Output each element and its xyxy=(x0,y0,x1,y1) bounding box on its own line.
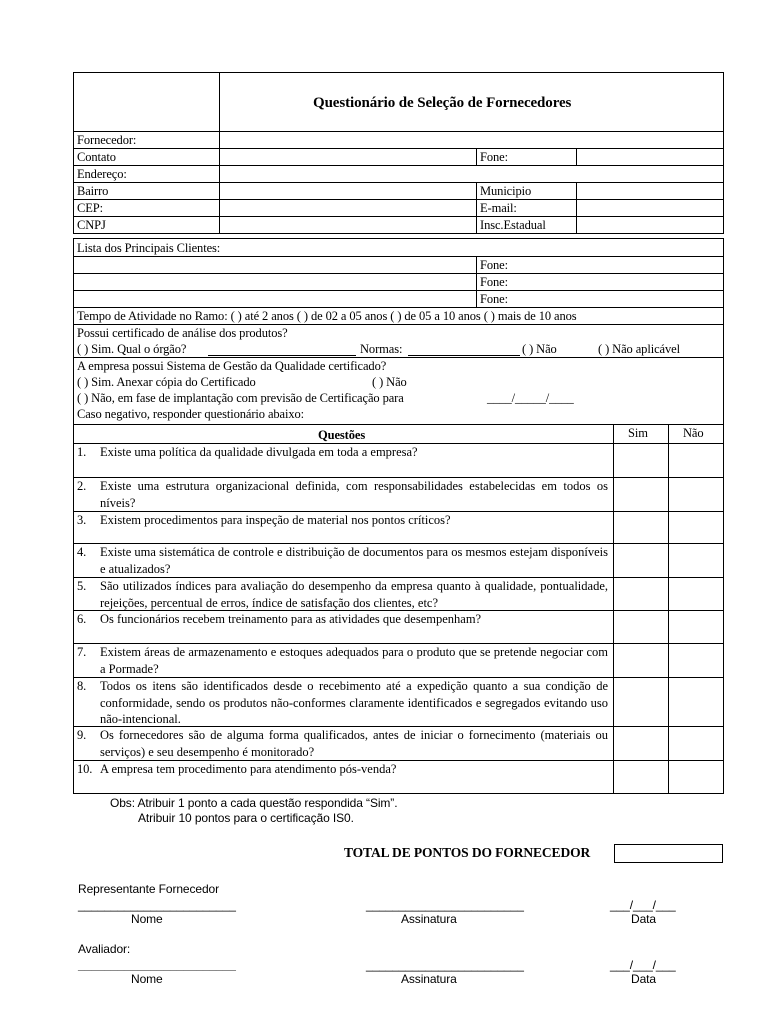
answer-sim-cell[interactable] xyxy=(614,644,667,677)
sgq-date-blank[interactable]: ____/_____/____ xyxy=(487,391,574,405)
fone-field[interactable] xyxy=(578,149,722,164)
question-row xyxy=(75,578,611,610)
answer-sim-cell[interactable] xyxy=(614,512,667,543)
question-number: 10. xyxy=(77,762,93,776)
question-row xyxy=(75,644,611,677)
normas-blank[interactable] xyxy=(408,355,520,356)
answer-sim-cell[interactable] xyxy=(614,678,667,726)
label-insc-estadual: Insc.Estadual xyxy=(480,218,546,232)
question-text: Existem procedimentos para inspeção de material nos pontos críticos? xyxy=(100,513,451,527)
avaliador-assinatura-caption: Assinatura xyxy=(401,972,457,986)
label-endereco: Endereço: xyxy=(77,167,127,181)
question-row xyxy=(75,478,611,511)
normas-label: Normas: xyxy=(360,342,403,356)
fornecedor-field[interactable] xyxy=(221,132,722,147)
avaliador-data-line[interactable]: ___/___/___ xyxy=(610,958,676,972)
clients-label: Lista dos Principais Clientes: xyxy=(77,241,221,255)
question-row xyxy=(75,678,611,726)
avaliador-assinatura-line[interactable]: ________________________ xyxy=(366,958,524,972)
question-row xyxy=(75,544,611,577)
question-number: 4. xyxy=(77,545,87,559)
questions-header: Questões xyxy=(318,428,366,442)
activity-time-options[interactable]: Tempo de Atividade no Ramo: ( ) até 2 anos ( ) de 02 a 05 anos ( ) de 05 a 10 anos ( ) mais de 10 anos xyxy=(77,309,577,323)
answer-sim-cell[interactable] xyxy=(614,544,667,577)
cert-analysis-nao-option[interactable]: ( ) Não xyxy=(522,342,557,356)
label-municipio: Municipio xyxy=(480,184,532,198)
client-2-field[interactable] xyxy=(75,274,474,289)
question-row xyxy=(75,611,611,643)
representante-nome-caption: Nome xyxy=(131,912,163,926)
sim-column-header: Sim xyxy=(628,426,648,440)
question-text: Os fornecedores são de alguma forma qualificados, antes de iniciar o fornecimento (materiais ou serviços) e seu desempenho é monitorado? xyxy=(100,728,608,759)
contato-field[interactable] xyxy=(221,149,474,164)
sgq-nao-option[interactable]: ( ) Não xyxy=(372,375,407,389)
answer-nao-cell[interactable] xyxy=(669,761,723,793)
representante-assinatura-caption: Assinatura xyxy=(401,912,457,926)
avaliador-nome-caption: Nome xyxy=(131,972,163,986)
client-2-fone-label: Fone: xyxy=(480,275,508,289)
nao-column-header: Não xyxy=(683,426,704,440)
question-text: Existe uma política da qualidade divulgada em toda a empresa? xyxy=(100,445,418,459)
total-points-field[interactable] xyxy=(614,844,723,863)
question-text: São utilizados índices para avaliação do desempenho da empresa quanto à qualidade, pontualidade, rejeições, percentual de erros, índice de satisfação dos clientes, etc? xyxy=(100,579,608,610)
question-number: 1. xyxy=(77,445,87,459)
question-row xyxy=(75,444,611,477)
sgq-implantacao-option[interactable]: ( ) Não, em fase de implantação com previsão de Certificação para xyxy=(77,391,404,405)
cep-field[interactable] xyxy=(221,200,474,215)
form-title: Questionário de Seleção de Fornecedores xyxy=(313,95,572,111)
question-text: Todos os itens são identificados desde o recebimento até a expedição quanto a sua condição de conformidade, sendo os produtos não-conformes claramente identificados e segregados evitando uso não-intencional. xyxy=(100,679,608,726)
email-field[interactable] xyxy=(578,200,722,215)
client-1-fone-label: Fone: xyxy=(480,258,508,272)
question-text: Existem áreas de armazenamento e estoques adequados para o produto que se pretende negociar com a Pormade? xyxy=(100,645,608,676)
answer-nao-cell[interactable] xyxy=(669,644,723,677)
representante-data-caption: Data xyxy=(631,912,656,926)
question-text: Existe uma estrutura organizacional definida, com responsabilidades estabelecidas em todos os níveis? xyxy=(100,479,608,510)
sgq-question: A empresa possui Sistema de Gestão da Qualidade certificado? xyxy=(77,359,387,373)
question-number: 5. xyxy=(77,579,87,593)
insc-estadual-field[interactable] xyxy=(578,217,722,232)
avaliador-label: Avaliador: xyxy=(78,942,131,956)
label-bairro: Bairro xyxy=(77,184,109,198)
answer-sim-cell[interactable] xyxy=(614,478,667,511)
avaliador-nome-line[interactable]: ________________________ xyxy=(78,958,236,972)
label-cep: CEP: xyxy=(77,201,103,215)
question-number: 7. xyxy=(77,645,87,659)
answer-sim-cell[interactable] xyxy=(614,611,667,643)
client-3-fone-label: Fone: xyxy=(480,292,508,306)
representante-data-line[interactable]: ___/___/___ xyxy=(610,898,676,912)
sgq-instruction: Caso negativo, responder questionário abaixo: xyxy=(77,407,305,421)
obs-line-1: Obs: Atribuir 1 ponto a cada questão respondida “Sim”. xyxy=(110,796,398,810)
label-fornecedor: Fornecedor: xyxy=(77,133,137,147)
representante-nome-line[interactable]: ________________________ xyxy=(78,898,236,912)
question-text: Os funcionários recebem treinamento para as atividades que desempenham? xyxy=(100,612,482,626)
representante-label: Representante Fornecedor xyxy=(78,882,220,896)
question-number: 3. xyxy=(77,513,87,527)
client-1-field[interactable] xyxy=(75,257,474,272)
representante-assinatura-line[interactable]: ________________________ xyxy=(366,898,524,912)
cert-analysis-question: Possui certificado de análise dos produtos? xyxy=(77,326,288,340)
question-row xyxy=(75,761,611,793)
answer-nao-cell[interactable] xyxy=(669,611,723,643)
question-number: 6. xyxy=(77,612,87,626)
label-cnpj: CNPJ xyxy=(77,218,106,232)
municipio-field[interactable] xyxy=(578,183,722,198)
header-logo-divider xyxy=(219,72,220,132)
question-number: 2. xyxy=(77,479,87,493)
answer-nao-cell[interactable] xyxy=(669,727,723,760)
question-row xyxy=(75,512,611,543)
answer-nao-cell[interactable] xyxy=(669,512,723,543)
question-text: A empresa tem procedimento para atendimento pós-venda? xyxy=(100,762,397,776)
answer-sim-cell[interactable] xyxy=(614,727,667,760)
answer-nao-cell[interactable] xyxy=(669,478,723,511)
answer-nao-cell[interactable] xyxy=(669,544,723,577)
obs-line-2: Atribuir 10 pontos para o certificação IS0. xyxy=(138,811,354,825)
label-email: E-mail: xyxy=(480,201,517,215)
cert-analysis-sim-option[interactable]: ( ) Sim. Qual o órgão? xyxy=(77,342,187,356)
question-number: 9. xyxy=(77,728,87,742)
endereco-field[interactable] xyxy=(221,166,722,181)
question-text: Existe uma sistemática de controle e distribuição de documentos para os mesmos estejam disponíveis e atualizados? xyxy=(100,545,608,576)
answer-sim-cell[interactable] xyxy=(614,444,667,477)
question-row xyxy=(75,727,611,760)
question-number: 8. xyxy=(77,679,87,693)
sgq-sim-option[interactable]: ( ) Sim. Anexar cópia do Certificado xyxy=(77,375,256,389)
answer-nao-cell[interactable] xyxy=(669,678,723,726)
answer-sim-cell[interactable] xyxy=(614,761,667,793)
answer-nao-cell[interactable] xyxy=(669,444,723,477)
total-points-label: TOTAL DE PONTOS DO FORNECEDOR xyxy=(344,845,591,860)
cnpj-field[interactable] xyxy=(221,217,474,232)
orgao-blank[interactable] xyxy=(208,355,356,356)
answer-sim-cell[interactable] xyxy=(614,578,667,610)
answer-nao-cell[interactable] xyxy=(669,578,723,610)
label-fone: Fone: xyxy=(480,150,508,164)
bairro-field[interactable] xyxy=(221,183,474,198)
label-contato: Contato xyxy=(77,150,116,164)
cert-analysis-nao-aplicavel-option[interactable]: ( ) Não aplicável xyxy=(598,342,680,356)
avaliador-data-caption: Data xyxy=(631,972,656,986)
client-3-field[interactable] xyxy=(75,291,474,306)
